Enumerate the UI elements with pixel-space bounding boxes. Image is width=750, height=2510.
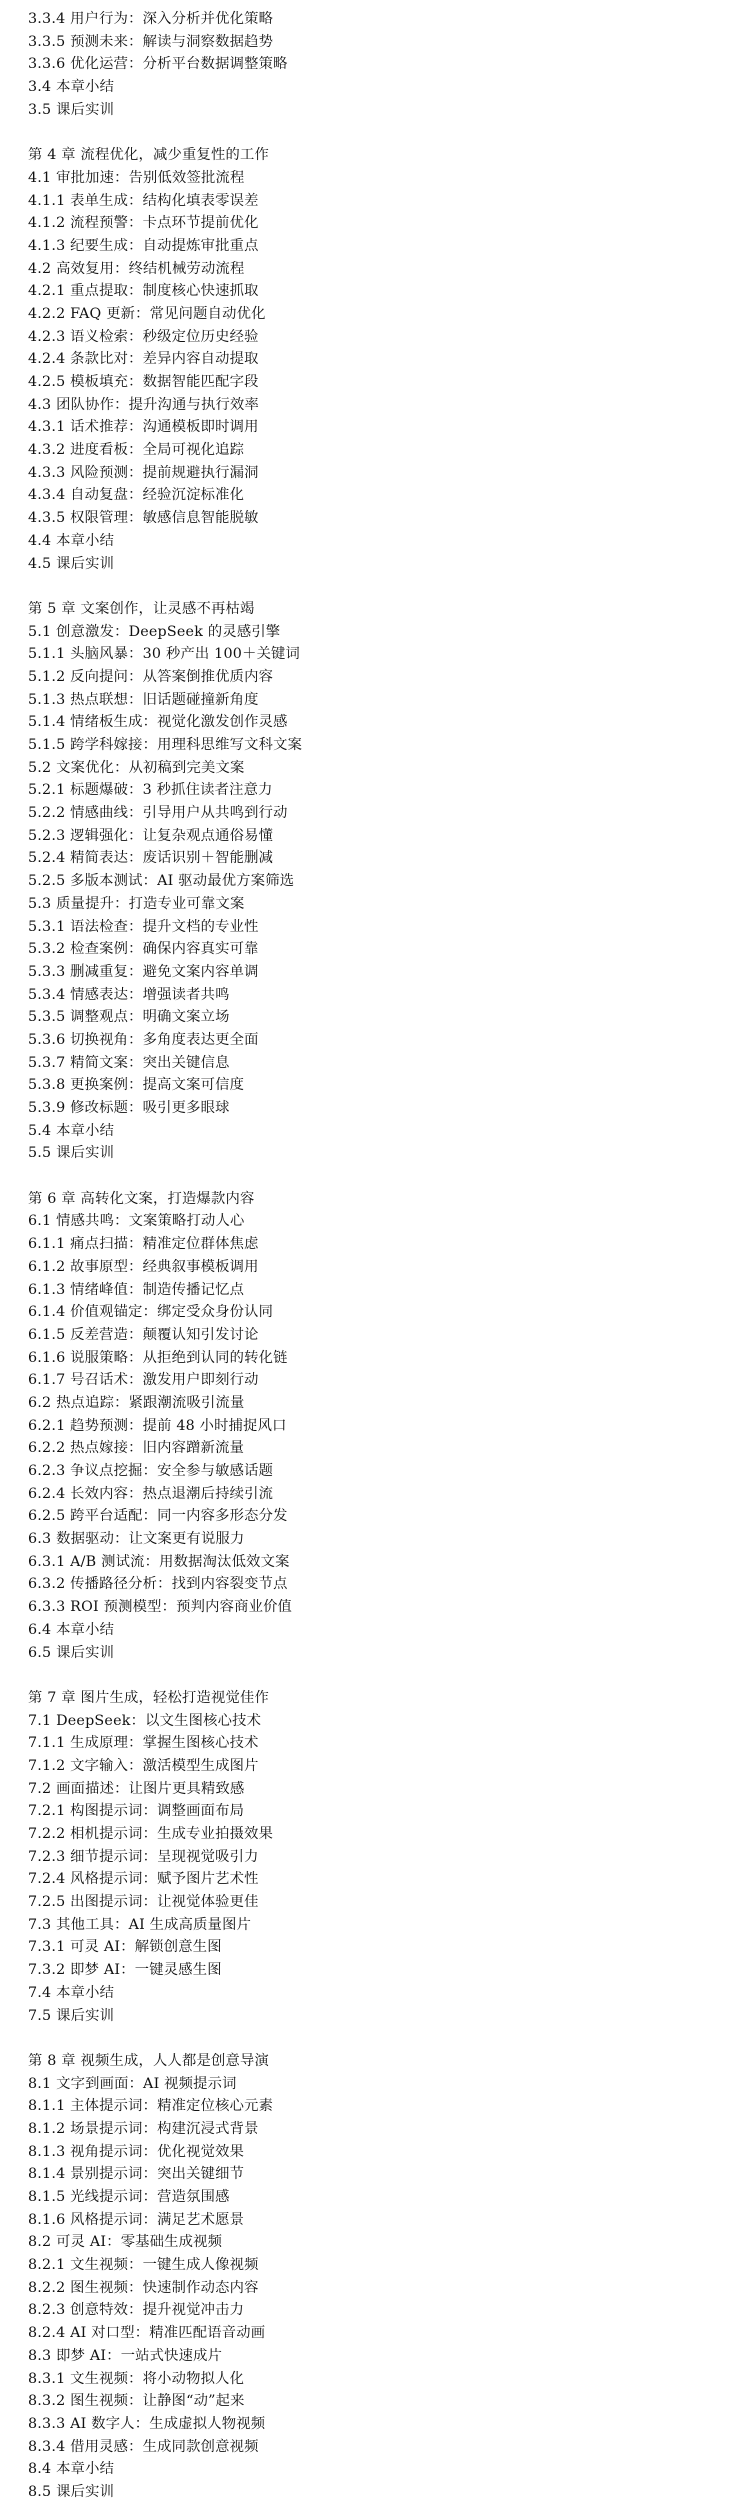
toc-entry: 4.2.5 模板填充：数据智能匹配字段 <box>28 374 259 390</box>
toc-entry: 8.2.2 图生视频：快速制作动态内容 <box>28 2279 259 2296</box>
toc-entry: 5.1.5 跨学科嫁接：用理科思维写文科文案 <box>28 737 303 753</box>
toc-entry: 6.1.7 号召话术：激发用户即刻行动 <box>28 1372 259 1389</box>
toc-entry: 7.1.1 生成原理：掌握生图核心技术 <box>28 1735 259 1752</box>
toc-entry: 5.2.4 精简表达：废话识别＋智能删减 <box>28 850 274 867</box>
toc-entry: 8.1.5 光线提示词：营造氛围感 <box>28 2189 230 2205</box>
toc-entry: 7.4 本章小结 <box>28 1984 115 2001</box>
toc-entry: 5.1.3 热点联想：旧话题碰撞新角度 <box>28 691 259 708</box>
section-spacer <box>28 2027 750 2050</box>
toc-entry: 5.1 创意激发：DeepSeek 的灵感引擎 <box>28 623 281 640</box>
toc-entry: 4.1.2 流程预警：卡点环节提前优化 <box>28 215 259 232</box>
section-spacer <box>28 1165 750 1188</box>
toc-entry: 7.2.1 构图提示词：调整画面布局 <box>28 1803 245 1820</box>
toc-entry: 7.3.1 可灵 AI：解锁创意生图 <box>28 1939 222 1956</box>
toc-entry: 6.1.2 故事原型：经典叙事模板调用 <box>28 1258 259 1275</box>
toc-entry: 7.5 课后实训 <box>28 2007 115 2024</box>
toc-entry: 4.2.1 重点提取：制度核心快速抓取 <box>28 283 259 300</box>
toc-entry: 5.3.3 删减重复：避免文案内容单调 <box>28 963 259 980</box>
toc-entry: 8.2.1 文生视频：一键生成人像视频 <box>28 2257 259 2274</box>
toc-entry: 4.3.5 权限管理：敏感信息智能脱敏 <box>28 510 259 527</box>
toc-entry: 4.3.3 风险预测：提前规避执行漏洞 <box>28 464 259 481</box>
toc-entry: 8.1.1 主体提示词：精准定位核心元素 <box>28 2098 274 2115</box>
toc-entry: 7.1 DeepSeek：以文生图核心技术 <box>28 1712 262 1729</box>
toc-entry: 4.2.3 语义检索：秒级定位历史经验 <box>28 328 259 345</box>
toc-entry: 3.5 课后实训 <box>28 101 115 118</box>
toc-section <box>28 1188 750 1664</box>
toc-entry: 8.3.3 AI 数字人：生成虚拟人物视频 <box>28 2415 266 2432</box>
toc-entry: 5.3 质量提升：打造专业可靠文案 <box>28 895 245 912</box>
toc-section <box>28 8 750 121</box>
toc-entry: 3.3.5 预测未来：解读与洞察数据趋势 <box>28 33 274 50</box>
toc-entry: 8.5 课后实训 <box>28 2483 115 2500</box>
toc-entry: 7.2 画面描述：让图片更具精致感 <box>28 1780 245 1797</box>
section-spacer <box>28 121 750 144</box>
toc-entry: 6.5 课后实训 <box>28 1644 115 1661</box>
toc-entry: 6.2.4 长效内容：热点退潮后持续引流 <box>28 1485 274 1502</box>
toc-entry: 5.4 本章小结 <box>28 1122 115 1139</box>
toc-entry: 5.5 课后实训 <box>28 1145 115 1162</box>
toc-entry: 4.5 课后实训 <box>28 555 115 572</box>
toc-entry: 3.4 本章小结 <box>28 79 115 96</box>
toc-entry: 7.2.2 相机提示词：生成专业拍摄效果 <box>28 1826 274 1842</box>
toc-entry: 5.3.5 调整观点：明确文案立场 <box>28 1009 230 1026</box>
toc-entry: 8.1.6 风格提示词：满足艺术愿景 <box>28 2211 245 2228</box>
toc-entry: 4.2 高效复用：终结机械劳动流程 <box>28 260 245 277</box>
toc-entry: 8.2.4 AI 对口型：精准匹配语音动画 <box>28 2325 266 2342</box>
toc-entry: 8.1.4 景别提示词：突出关键细节 <box>28 2166 245 2183</box>
chapter-heading: 第 4 章 流程优化，减少重复性的工作 <box>28 147 269 164</box>
toc-entry: 5.2 文案优化：从初稿到完美文案 <box>28 759 245 776</box>
toc-entry: 7.3 其他工具：AI 生成高质量图片 <box>28 1916 252 1933</box>
toc-entry: 5.3.7 精简文案：突出关键信息 <box>28 1054 230 1071</box>
toc-entry: 4.2.4 条款比对：差异内容自动提取 <box>28 351 259 368</box>
toc-entry: 5.3.1 语法检查：提升文档的专业性 <box>28 918 259 935</box>
toc-entry: 7.2.3 细节提示词：呈现视觉吸引力 <box>28 1848 259 1865</box>
toc-entry: 6.1.1 痛点扫描：精准定位群体焦虑 <box>28 1236 259 1253</box>
toc-entry: 7.2.4 风格提示词：赋予图片艺术性 <box>28 1871 259 1888</box>
toc-entry: 5.3.8 更换案例：提高文案可信度 <box>28 1077 245 1094</box>
toc-entry: 4.3 团队协作：提升沟通与执行效率 <box>28 396 260 413</box>
toc-entry: 6.1.6 说服策略：从拒绝到认同的转化链 <box>28 1349 288 1366</box>
toc-section <box>28 1687 750 2027</box>
toc-entry: 6.2.1 趋势预测：提前 48 小时捕捉风口 <box>28 1417 287 1434</box>
toc-entry: 6.2 热点追踪：紧跟潮流吸引流量 <box>28 1394 245 1411</box>
toc-entry: 8.2.3 创意特效：提升视觉冲击力 <box>28 2302 245 2319</box>
toc-entry: 5.1.4 情绪板生成：视觉化激发创作灵感 <box>28 714 288 731</box>
toc-entry: 4.4 本章小结 <box>28 532 115 549</box>
toc-entry: 8.1 文字到画面：AI 视频提示词 <box>28 2075 237 2092</box>
toc-entry: 6.1.5 反差营造：颠覆认知引发讨论 <box>28 1326 259 1343</box>
toc-entry: 5.1.2 反向提问：从答案倒推优质内容 <box>28 668 274 685</box>
toc-entry: 8.4 本章小结 <box>28 2461 115 2478</box>
toc-entry: 5.3.4 情感表达：增强读者共鸣 <box>28 986 230 1003</box>
toc-entry: 4.1.3 纪要生成：自动提炼审批重点 <box>28 237 259 254</box>
toc-entry: 8.1.3 视角提示词：优化视觉效果 <box>28 2143 245 2160</box>
toc-entry: 5.3.2 检查案例：确保内容真实可靠 <box>28 941 259 958</box>
toc-entry: 7.2.5 出图提示词：让视觉体验更佳 <box>28 1894 259 1911</box>
toc-entry: 6.2.5 跨平台适配：同一内容多形态分发 <box>28 1508 288 1525</box>
toc-entry: 6.3.2 传播路径分析：找到内容裂变节点 <box>28 1576 288 1593</box>
toc-entry: 4.1.1 表单生成：结构化填表零误差 <box>28 192 259 209</box>
toc-entry: 8.2 可灵 AI：零基础生成视频 <box>28 2234 223 2251</box>
toc-entry: 8.1.2 场景提示词：构建沉浸式背景 <box>28 2120 259 2137</box>
toc-section <box>28 144 750 575</box>
toc-entry: 3.3.6 优化运营：分析平台数据调整策略 <box>28 56 288 73</box>
section-spacer <box>28 575 750 598</box>
toc-entry: 5.2.1 标题爆破：3 秒抓住读者注意力 <box>28 782 273 799</box>
toc-entry: 4.2.2 FAQ 更新：常见问题自动优化 <box>28 305 266 322</box>
toc-entry: 6.1 情感共鸣：文案策略打动人心 <box>28 1213 245 1230</box>
chapter-heading: 第 6 章 高转化文案，打造爆款内容 <box>28 1190 255 1207</box>
toc-entry: 6.1.4 价值观锚定：绑定受众身份认同 <box>28 1304 274 1321</box>
chapter-heading: 第 7 章 图片生成，轻松打造视觉佳作 <box>28 1689 269 1706</box>
toc-entry: 5.1.1 头脑风暴：30 秒产出 100＋关键词 <box>28 646 301 663</box>
toc-entry: 6.3.3 ROI 预测模型：预判内容商业价值 <box>28 1599 293 1616</box>
toc-entry: 7.3.2 即梦 AI：一键灵感生图 <box>28 1962 222 1979</box>
toc-entry: 4.3.2 进度看板：全局可视化追踪 <box>28 442 245 459</box>
toc-entry: 6.3.1 A/B 测试流：用数据淘汰低效文案 <box>28 1553 290 1570</box>
toc-entry: 5.3.6 切换视角：多角度表达更全面 <box>28 1031 259 1048</box>
toc-entry: 5.2.3 逻辑强化：让复杂观点通俗易懂 <box>28 827 274 844</box>
toc-entry: 6.1.3 情绪峰值：制造传播记忆点 <box>28 1281 245 1298</box>
toc-entry: 6.2.3 争议点挖掘：安全参与敏感话题 <box>28 1463 274 1479</box>
toc-entry: 8.3 即梦 AI：一站式快速成片 <box>28 2347 223 2364</box>
toc-entry: 7.1.2 文字输入：激活模型生成图片 <box>28 1757 259 1774</box>
toc-entry: 5.2.5 多版本测试：AI 驱动最优方案筛选 <box>28 873 295 890</box>
toc-entry: 8.3.2 图生视频：让静图“动”起来 <box>28 2393 245 2410</box>
toc-entry: 8.3.1 文生视频：将小动物拟人化 <box>28 2370 245 2387</box>
chapter-heading: 第 8 章 视频生成，人人都是创意导演 <box>28 2052 269 2069</box>
toc-entry: 6.4 本章小结 <box>28 1621 115 1638</box>
toc-section <box>28 598 750 1165</box>
toc-entry: 4.3.4 自动复盘：经验沉淀标准化 <box>28 487 245 504</box>
toc-entry: 4.3.1 话术推荐：沟通模板即时调用 <box>28 419 259 436</box>
toc-section <box>28 2050 750 2504</box>
section-spacer <box>28 1664 750 1687</box>
toc-entry: 6.2.2 热点嫁接：旧内容蹭新流量 <box>28 1440 245 1457</box>
toc-entry: 6.3 数据驱动：让文案更有说服力 <box>28 1531 245 1548</box>
toc-entry: 5.2.2 情感曲线：引导用户从共鸣到行动 <box>28 805 288 822</box>
chapter-heading: 第 5 章 文案创作，让灵感不再枯竭 <box>28 600 255 617</box>
toc-entry: 4.1 审批加速：告别低效签批流程 <box>28 169 245 186</box>
toc-entry: 5.3.9 修改标题：吸引更多眼球 <box>28 1100 230 1116</box>
toc-entry: 8.3.4 借用灵感：生成同款创意视频 <box>28 2438 259 2455</box>
toc-entry: 3.3.4 用户行为：深入分析并优化策略 <box>28 11 274 27</box>
